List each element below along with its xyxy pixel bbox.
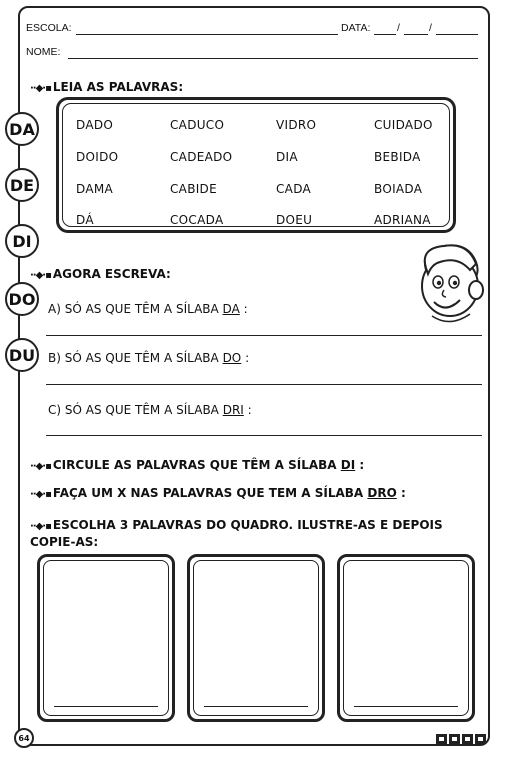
copy-line[interactable] [204,706,308,707]
copy-line[interactable] [354,706,458,707]
word: VIDRO [276,118,317,132]
school-field[interactable] [76,34,338,35]
boy-face-icon [410,240,490,326]
diamond-bullet-icon: ··◆·▪ [30,83,51,94]
syllable-badge-di: DI [5,224,39,258]
word: CADA [276,182,312,196]
word: DADO [76,118,114,132]
answer-line-c[interactable] [46,435,482,436]
question-b: B) SÓ AS QUE TÊM A SÍLABA DO : [48,351,250,365]
choose-instruction: ··◆·▪ ESCOLHA 3 PALAVRAS DO QUADRO. ILUSTRE-AS E DEPOIS [30,518,443,532]
diamond-bullet-icon: ··◆·▪ [30,461,51,472]
date-separator: / [429,22,432,34]
drawing-frame-inner [193,560,319,716]
word: DOEU [276,213,313,227]
syllable-badge-du: DU [5,338,39,372]
question-a: A) SÓ AS QUE TÊM A SÍLABA DA : [48,302,248,316]
diamond-bullet-icon: ··◆·▪ [30,489,51,500]
name-label: NOME: [26,46,61,58]
page-number: 64 [14,728,34,748]
word: CADUCO [170,118,225,132]
circle-instruction: ··◆·▪ CIRCULE AS PALAVRAS QUE TÊM A SÍLABA DI : [30,458,365,472]
date-separator: / [397,22,400,34]
name-field[interactable] [68,58,478,59]
word: CUIDADO [374,118,433,132]
school-label: ESCOLA: [26,22,72,34]
date-month-field[interactable] [404,34,428,35]
drawing-frame-1[interactable] [37,554,175,722]
word: COCADA [170,213,224,227]
date-year-field[interactable] [436,34,478,35]
copy-line[interactable] [54,706,158,707]
diamond-bullet-icon: ··◆·▪ [30,270,51,281]
word: ADRIANA [374,213,431,227]
cross-instruction: ··◆·▪ FAÇA UM X NAS PALAVRAS QUE TEM A SÍLABA DRO : [30,486,406,500]
choose-instruction-line2: COPIE-AS: [30,535,99,549]
word: BEBIDA [374,150,421,164]
word: DAMA [76,182,114,196]
drawing-frame-3[interactable] [337,554,475,722]
word: DOIDO [76,150,119,164]
syllable-badge-da: DA [5,112,39,146]
word: CABIDE [170,182,217,196]
date-label: DATA: [341,22,371,34]
drawing-frame-inner [43,560,169,716]
drawing-frame-inner [343,560,469,716]
answer-line-b[interactable] [46,384,482,385]
date-day-field[interactable] [374,34,396,35]
syllable-badge-de: DE [5,168,39,202]
word: DIA [276,150,298,164]
question-c: C) SÓ AS QUE TÊM A SÍLABA DRI : [48,403,252,417]
diamond-bullet-icon: ··◆·▪ [30,521,51,532]
publisher-logo-icon [436,733,486,745]
answer-line-a[interactable] [46,335,482,336]
read-section-title: ··◆·▪ LEIA AS PALAVRAS: [30,80,184,94]
drawing-frame-2[interactable] [187,554,325,722]
write-section-title: ··◆·▪ AGORA ESCREVA: [30,267,171,281]
word: DÁ [76,213,94,227]
syllable-badge-do: DO [5,282,39,316]
word: BOIADA [374,182,423,196]
word: CADEADO [170,150,233,164]
